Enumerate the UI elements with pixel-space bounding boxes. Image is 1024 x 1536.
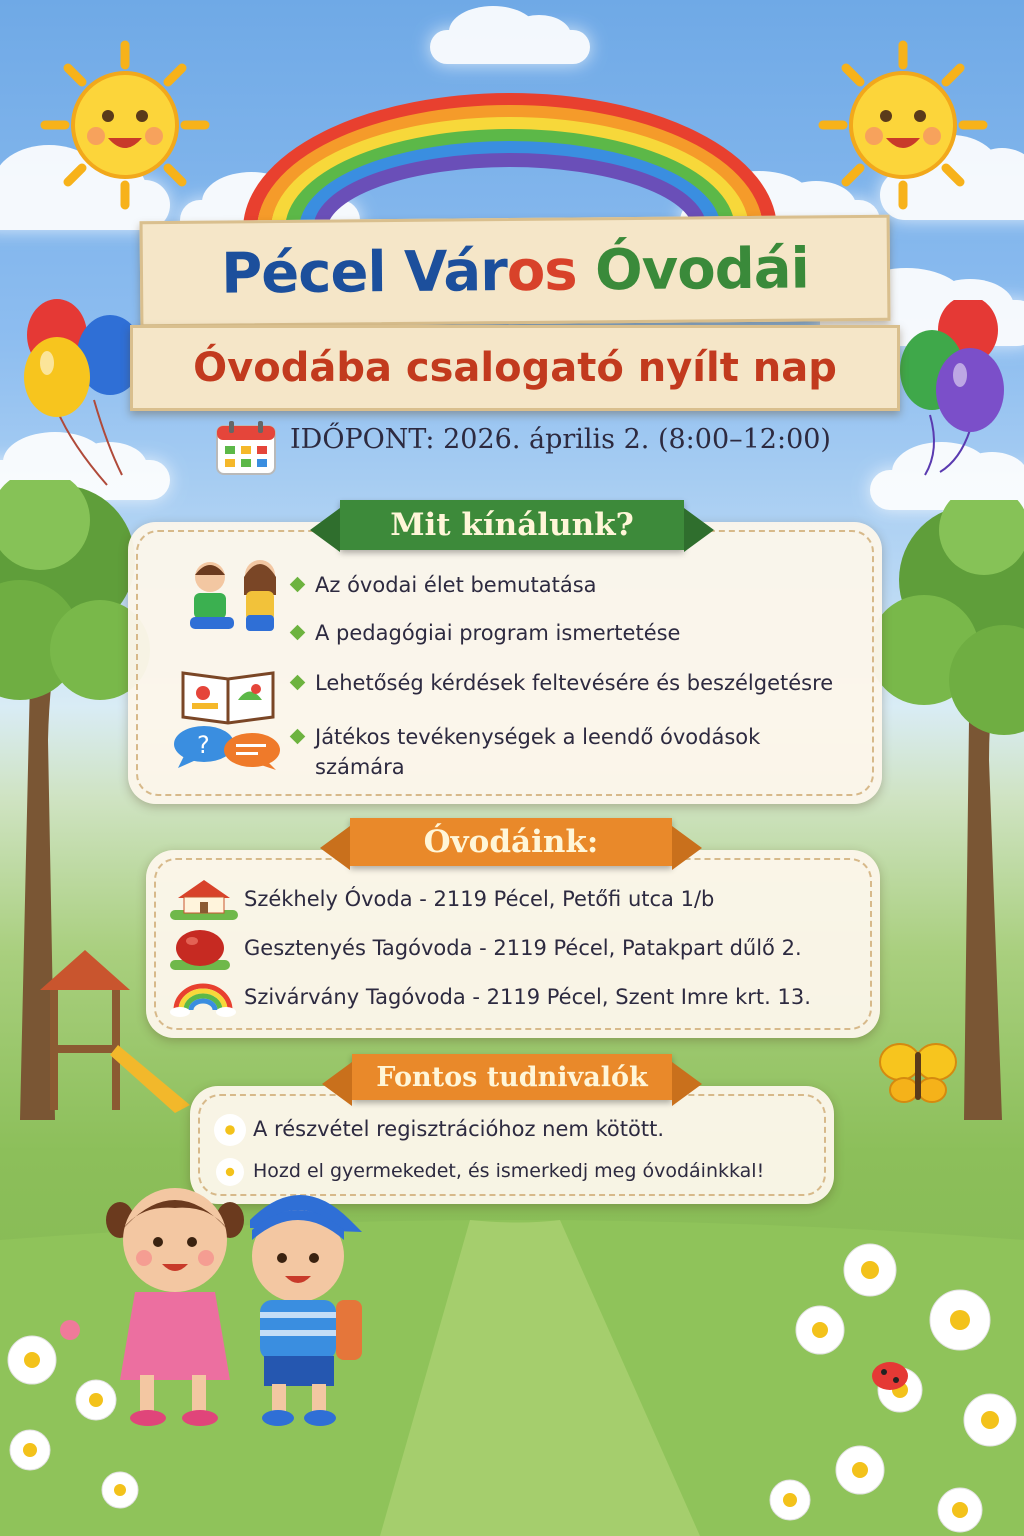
rainbow-icon xyxy=(230,80,790,230)
flower-icon xyxy=(216,1116,243,1143)
offer-item xyxy=(292,668,833,698)
balloons-icon xyxy=(12,295,147,495)
title-part: Óvodái xyxy=(594,235,810,303)
title-banner xyxy=(140,215,891,328)
title-part: Pécel Vár xyxy=(220,238,508,307)
offer-heading-text: Mit kínálunk? xyxy=(390,507,634,543)
house-icon xyxy=(170,878,238,920)
title-part: os xyxy=(506,237,596,304)
kindergartens-heading-text: Óvodáink: xyxy=(423,824,599,860)
sun-icon xyxy=(818,40,988,210)
offer-item xyxy=(292,570,597,600)
info-item: A részvétel regisztrációhoz nem kötött. xyxy=(253,1117,664,1141)
offer-item xyxy=(292,722,760,752)
cloud xyxy=(430,30,590,64)
info-heading-text: Fontos tudnivalók xyxy=(376,1061,648,1093)
diamond-bullet-icon xyxy=(290,576,306,592)
offer-item-text: Az óvodai élet bemutatása xyxy=(315,573,597,597)
chestnut-icon xyxy=(170,928,230,970)
subtitle: Óvodába csalogató nyílt nap xyxy=(193,345,837,391)
sun-icon xyxy=(40,40,210,210)
daisies xyxy=(760,1240,1024,1536)
offer-item-continuation: számára xyxy=(315,755,405,779)
offer-item xyxy=(292,618,680,648)
svg-text:?: ? xyxy=(197,731,210,759)
rainbow-icon xyxy=(170,978,236,1018)
info-item: Hozd el gyermekedet, és ismerkedj meg óvodáinkkal! xyxy=(253,1160,765,1182)
tree-icon xyxy=(874,500,1024,1120)
butterfly-icon xyxy=(878,1038,958,1110)
offer-item-text: A pedagógiai program ismertetése xyxy=(315,621,681,645)
diamond-bullet-icon xyxy=(290,624,306,640)
kindergarten-address: Székhely Óvoda - 2119 Pécel, Petőfi utca 1/b xyxy=(244,887,715,911)
diamond-bullet-icon xyxy=(290,728,306,744)
info-heading xyxy=(352,1054,672,1100)
chat-bubbles-icon xyxy=(172,722,282,772)
page-title xyxy=(221,236,809,306)
event-date: IDŐPONT: 2026. április 2. (8:00–12:00) xyxy=(290,424,831,455)
kindergartens-heading xyxy=(350,818,672,866)
offer-heading xyxy=(340,500,684,550)
book-icon xyxy=(178,665,278,725)
offer-item-text: Játékos tevékenységek a leendő óvodások xyxy=(315,725,761,749)
kindergarten-address: Gesztenyés Tagóvoda - 2119 Pécel, Patakpart dűlő 2. xyxy=(244,936,802,960)
kindergarten-address: Szivárvány Tagóvoda - 2119 Pécel, Szent Imre krt. 13. xyxy=(244,985,811,1009)
calendar-icon xyxy=(215,420,277,476)
kids-illustration xyxy=(100,1180,370,1450)
subtitle-banner xyxy=(130,325,900,411)
offer-item-text: Lehetőség kérdések feltevésére és beszélgetésre xyxy=(315,671,834,695)
balloons-icon xyxy=(890,300,1020,480)
children-icon xyxy=(180,555,290,645)
diamond-bullet-icon xyxy=(290,674,306,690)
